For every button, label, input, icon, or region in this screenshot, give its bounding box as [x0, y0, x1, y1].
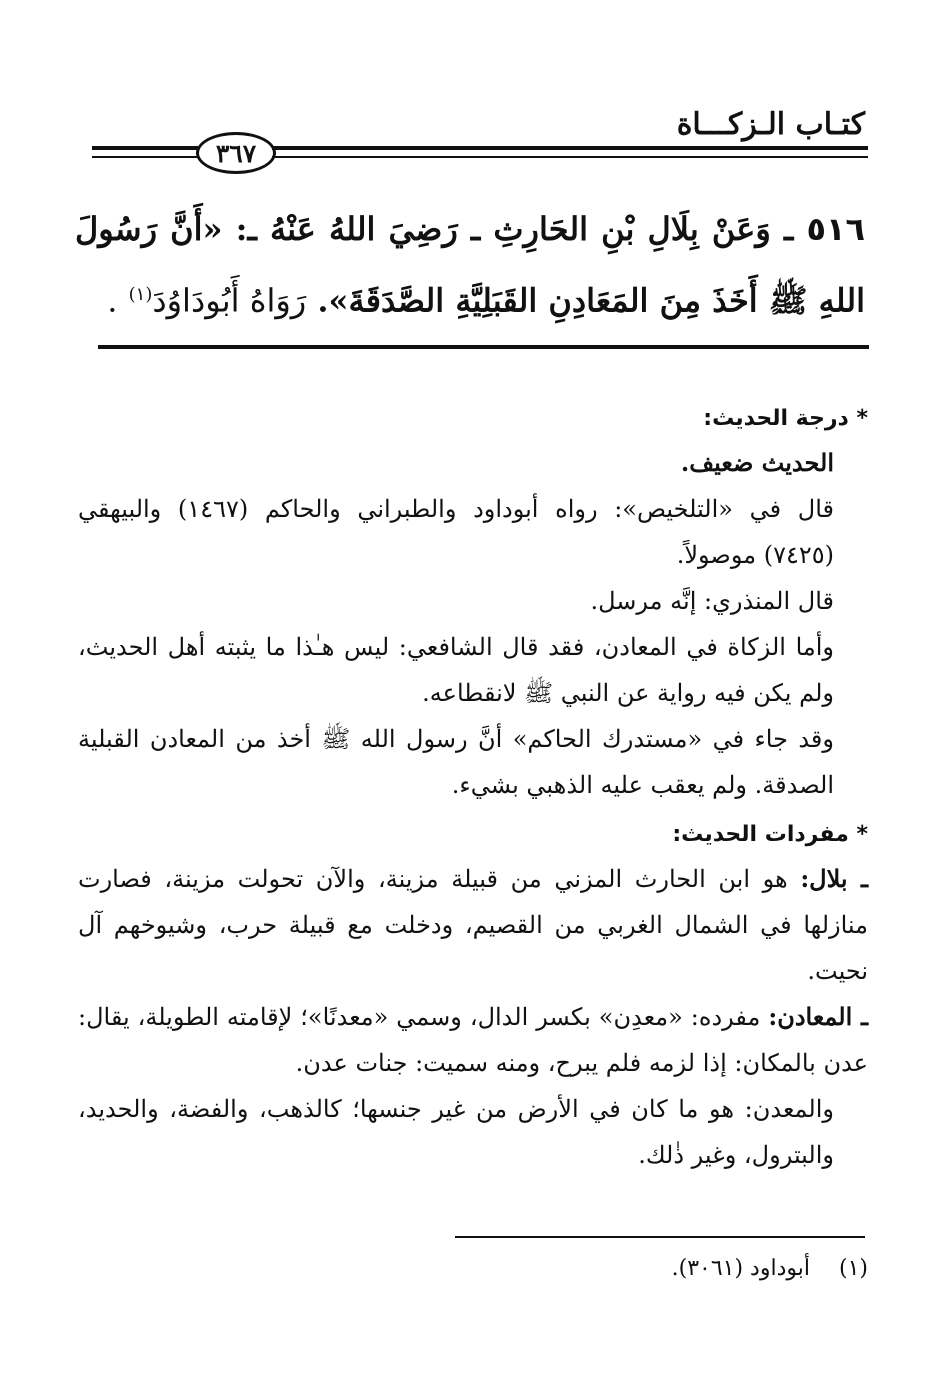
- commentary: [78, 398, 868, 1178]
- vocab-heading: * مفردات الحديث:: [672, 822, 868, 847]
- grade-verdict: الحديث ضعيف.: [680, 448, 834, 477]
- grade-paragraph-mustadrak: وقد جاء في «مستدرك الحاكم» أنَّ رسول الله ﷺ أخذ من المعادن القبلية الصدقة. ولم يعقب عليه الذهبي بشيء.: [78, 725, 834, 799]
- vocab-closing-paragraph: والمعدن: هو ما كان في الأرض من غير جنسها؛ كالذهب، والفضة، والحديد، والبترول، وغير ذٰلك.: [78, 1095, 834, 1169]
- grade-heading: * درجة الحديث:: [703, 406, 868, 431]
- header-rule-right-thin: [272, 156, 868, 158]
- vocab-entry-maadin: [78, 994, 868, 1086]
- vocab-term-maadin: ـ المعادن:: [768, 1002, 868, 1031]
- running-title: كتـاب الـزكـــاة: [676, 107, 865, 142]
- footnote-number: (١): [838, 1256, 868, 1281]
- page-number: ٣٦٧: [196, 132, 276, 174]
- grade-paragraph-shafii: وأما الزكاة في المعادن، فقد قال الشافعي: ليس هـٰذا ما يثبته أهل الحديث، ولم يكن فيه رواية عن النبي ﷺ لانقطاعه.: [78, 633, 834, 707]
- vocab-term-bilal: ـ بلال:: [800, 864, 868, 893]
- hadith-narration: وَعَنْ بِلَالِ بْنِ الحَارِثِ ـ رَضِيَ اللهُ عَنْهُ ـ: «أَنَّ رَسُولَ اللهِ ﷺ أَخَذَ مِنَ المَعَادِنِ القَبَلِيَّةِ الصَّدَقَةَ».: [75, 210, 865, 320]
- footnote: [672, 1252, 868, 1286]
- hadith-text: [75, 196, 865, 334]
- footnote-rule: [455, 1236, 865, 1238]
- hadith-end-mark: .: [107, 281, 118, 320]
- header-rule-right-thick: [272, 146, 868, 150]
- grade-paragraph-talkhis: قال في «التلخيص»: رواه أبوداود والطبراني والحاكم (١٤٦٧) والبيهقي (٧٤٢٥) موصولاً.: [78, 495, 834, 569]
- footnote-text: أبوداود (٣٠٦١).: [671, 1256, 810, 1281]
- hadith-dash: ـ: [783, 210, 794, 248]
- section-divider: [98, 345, 869, 349]
- grade-paragraph-mundhiri: قال المنذري: إنَّه مرسل.: [590, 587, 834, 615]
- vocab-definition-bilal: هو ابن الحارث المزني من قبيلة مزينة، والآن تحولت مزينة، فصارت منازلها في الشمال الغربي من القصيم، ودخلت مع قبيلة حرب، وشيوخهم آل نحيت.: [78, 865, 868, 985]
- vocab-definition-maadin: مفرده: «معدِن» بكسر الدال، وسمي «معدنًا»؛ لإقامته الطويلة، يقال: عدن بالمكان: إذا لزمه فلم يبرح، ومنه سميت: جنات عدن.: [78, 1003, 868, 1077]
- header-rule-left-thin: [92, 156, 198, 158]
- hadith-number: ٥١٦: [806, 210, 866, 248]
- hadith-reference: رَوَاهُ أَبُودَاوُدَ: [152, 281, 307, 320]
- header-rule-left-thick: [92, 146, 198, 150]
- vocab-entry-bilal: [78, 856, 868, 994]
- hadith-footnote-marker: (١): [128, 284, 153, 305]
